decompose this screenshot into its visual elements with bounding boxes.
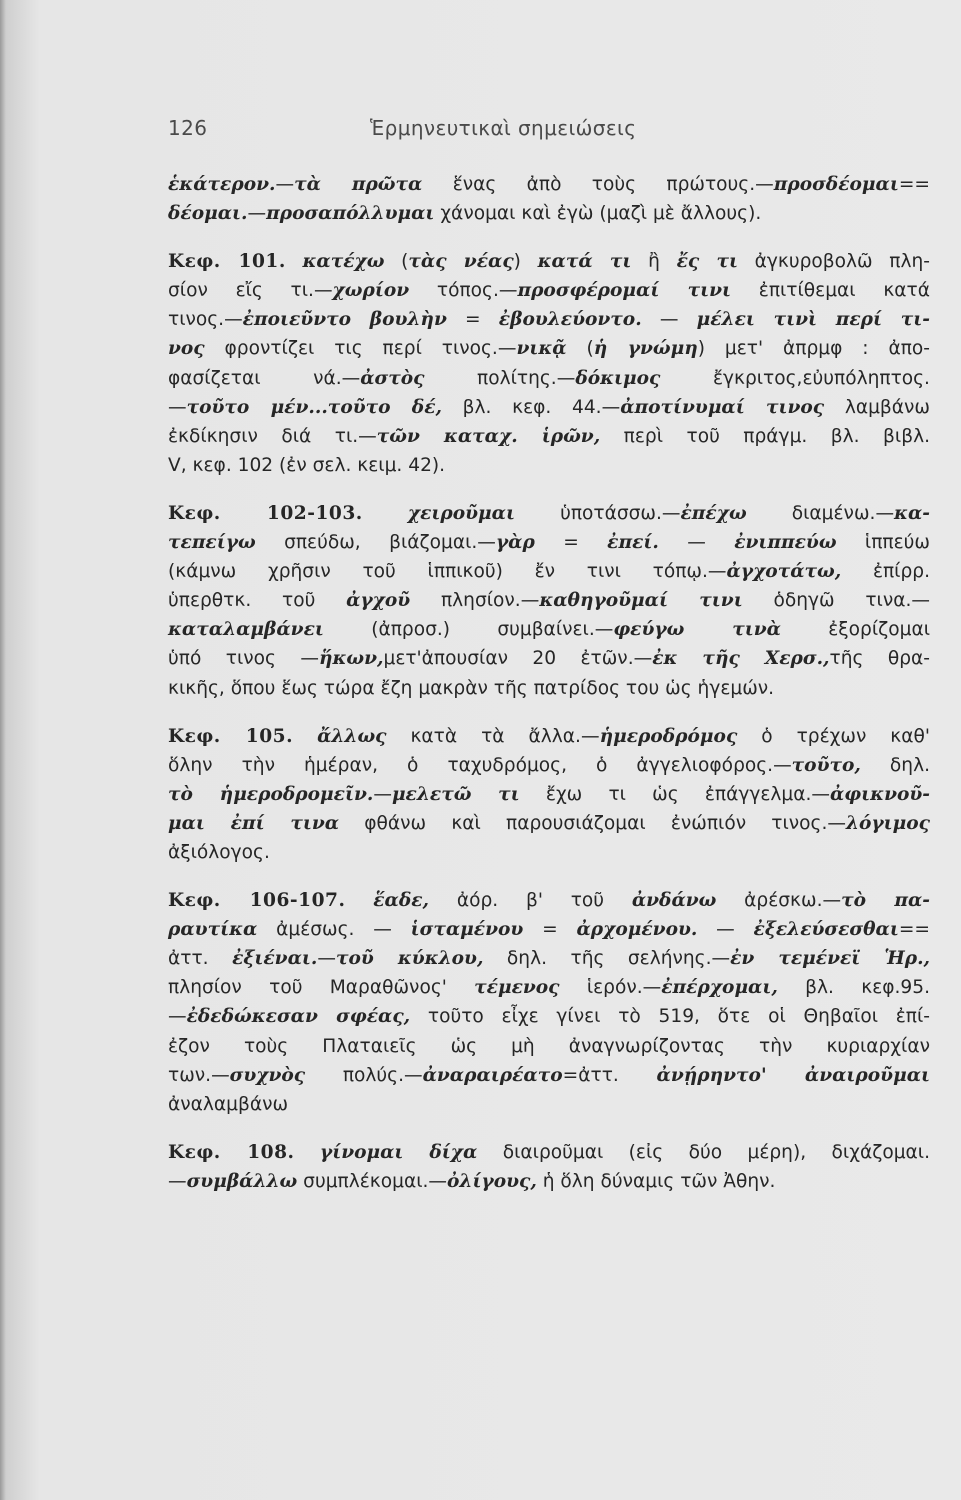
gloss-text: πολίτης. [424, 367, 557, 389]
greek-term: κα- [894, 502, 930, 524]
gloss-text: = [523, 919, 577, 941]
gloss-text: φθάνω καὶ παρουσιάζομαι ἐνώπιόν τινος. [339, 812, 828, 834]
greek-term: μαι ἐπί τινα [168, 812, 340, 834]
greek-term: ἀρχομένου. [576, 919, 698, 941]
greek-term: μελετῶ τι [391, 783, 520, 805]
gloss-text: ἱερόν. [559, 977, 643, 999]
gloss-text: — [520, 590, 540, 612]
gloss-text: ) μετ' ἀπρμφ : ἀπο- [697, 338, 930, 360]
greek-term: ἐκ τῆς Χερσ., [652, 648, 830, 670]
gloss-text: ἀμέσως. — [257, 919, 411, 941]
text-line [168, 451, 930, 480]
gloss-text: — [911, 590, 930, 612]
text-line [168, 722, 930, 751]
gloss-text: — [168, 1006, 187, 1028]
gloss-text: ἀγκυροβολῶ πλη- [737, 251, 930, 273]
gloss-text [345, 890, 373, 911]
gloss-text [295, 1142, 320, 1163]
gloss-text: τινος. [168, 309, 225, 331]
gloss-text: ) [513, 251, 538, 273]
text-line [168, 1167, 930, 1196]
text-line [168, 886, 930, 915]
gloss-text: — [707, 561, 727, 583]
gloss-text: λαμβάνω [824, 396, 930, 418]
commentary-paragraph [168, 722, 930, 867]
greek-term: τοῦτο μέν...τοῦτο δέ, [186, 396, 442, 418]
text-line [168, 944, 930, 973]
text-line [168, 499, 930, 528]
gloss-text: ἐξορίζομαι [780, 619, 930, 641]
gloss-text: φροντίζει τις περί τινος. [204, 338, 498, 360]
greek-term: ἄλλως [317, 725, 387, 747]
gloss-text: κικῆς, ὅπου ἕως τώρα ἔζη μακρὰν τῆς πατρίδος του ὡς ἡγεμών. [168, 677, 775, 699]
text-line [168, 1138, 930, 1167]
greek-term: καταλαμβάνει [168, 619, 324, 641]
gloss-text: βλ. κεφ. 44. [441, 396, 602, 418]
greek-term: δόκιμος [575, 367, 661, 389]
gloss-text: ὑποτάσσω. [514, 502, 662, 524]
chapter-reference: Κεφ. 102-103. [168, 502, 363, 524]
gloss-text: — [477, 532, 496, 554]
greek-term: ἀγχοτάτω, [726, 561, 842, 583]
commentary-paragraph [168, 886, 930, 1119]
gloss-text: τῆς θρα- [829, 648, 930, 670]
gloss-text: ἱππεύω [836, 532, 930, 554]
greek-term: ἕαδε, [373, 890, 430, 912]
gloss-text: πλησίον τοῦ Μαραθῶνος' [168, 977, 475, 999]
gloss-text: — [358, 425, 377, 447]
gloss-text: ἐζον τοὺς Πλαταιεῖς ὡς μὴ ἀναγνωρίζοντας τὴν κυριαρχίαν [168, 1035, 930, 1057]
gloss-text: ἐπιτίθεμαι κατά [731, 280, 930, 302]
gloss-text: == [898, 174, 930, 195]
commentary-paragraph [168, 1138, 930, 1196]
greek-term: καθηγοῦμαί τινι [539, 590, 743, 612]
greek-term: ἀγχοῦ [346, 590, 411, 612]
greek-term: νος [168, 338, 205, 360]
gloss-text: — [633, 648, 653, 670]
gloss-text: — [875, 502, 895, 524]
gloss-text: πολύς. [305, 1064, 404, 1086]
text-line [168, 305, 930, 334]
text-line [168, 422, 930, 451]
greek-term: ἀνδάνω [631, 890, 717, 912]
gloss-text: διαιροῦμαι (εἰς δύο μέρη), διχάζομαι. [477, 1141, 930, 1163]
greek-term: τεπείγω [168, 532, 256, 554]
greek-term: ὀλίγους, [447, 1170, 537, 1192]
running-title: Ἑρμηνευτικαὶ σημειώσεις [370, 116, 637, 140]
text-line [168, 528, 930, 557]
gloss-text: — [811, 783, 830, 805]
gloss-text: — [641, 309, 697, 331]
gloss-text: ὁ τρέχων καθ' [737, 725, 931, 747]
text-line [168, 838, 930, 867]
text-line [168, 674, 930, 703]
greek-term: τῶν καταχ. ἱρῶν, [376, 425, 601, 447]
text-line [168, 586, 930, 615]
gloss-text [286, 251, 303, 272]
greek-term: φεύγω τινὰ [613, 619, 781, 641]
greek-term: ἐν τεμένεϊ Ἡρ., [730, 948, 931, 970]
greek-term: προσφέρομαί τινι [517, 280, 732, 302]
gloss-text: ὅλην τὴν ἡμέραν, ὁ ταχυδρόμος, ὁ ἀγγελιοφόρος. [168, 754, 774, 776]
greek-term: συμβάλλω [186, 1170, 298, 1192]
gloss-text: των. [168, 1064, 212, 1086]
gloss-text: — [755, 174, 774, 195]
gloss-text: — [211, 1064, 230, 1086]
gloss-text: ἢ [631, 251, 677, 273]
greek-term: κατέχω [302, 251, 385, 273]
greek-term: λόγιμος [845, 812, 930, 834]
greek-term: χωρίον [332, 280, 410, 302]
gloss-text: ἀόρ. β' τοῦ [429, 890, 632, 912]
greek-term: τὸ πα- [841, 890, 930, 912]
gloss-text: — [661, 502, 681, 524]
gloss-text: — [601, 396, 621, 418]
greek-term: τοῦτο, [791, 754, 861, 776]
gloss-text: χάνομαι καὶ ἐγὼ (μαζὶ μὲ ἄλλους). [434, 203, 762, 225]
greek-term: ἔς τι [676, 251, 738, 273]
chapter-reference: Κεφ. 105. [168, 725, 294, 747]
greek-term: γίνομαι δίχα [319, 1141, 478, 1163]
greek-term: ἱσταμένου [410, 919, 524, 941]
gloss-text: ( [566, 338, 594, 360]
gloss-text: — [827, 812, 846, 834]
gloss-text: — [373, 783, 392, 805]
gloss-text: — [658, 532, 735, 554]
gloss-text: βλ. κεφ.95. [777, 977, 930, 999]
gloss-text: — [247, 203, 267, 225]
text-line [168, 644, 930, 673]
greek-term: ἀναραιρέατο [422, 1064, 563, 1086]
greek-term: ἀφικνοῦ- [830, 783, 930, 805]
greek-term: ἥκων, [318, 648, 384, 670]
commentary-paragraph [168, 170, 930, 228]
gloss-text: — [403, 1064, 423, 1086]
gloss-text: — [428, 1170, 447, 1192]
text-line [168, 780, 930, 809]
gloss-text: ( [384, 251, 409, 273]
gloss-text: ὑπό τινος — [168, 648, 319, 670]
gloss-text: ὑπερθτκ. τοῦ [168, 590, 347, 612]
greek-term: τέμενος [474, 977, 560, 999]
text-line [168, 915, 930, 944]
greek-term: προσδέομαι [773, 174, 899, 195]
greek-term: προσαπόλλυμαι [266, 203, 435, 225]
gloss-text: δηλ. [860, 754, 930, 776]
gloss-text: ἕνας ἀπὸ τοὺς πρώτους. [422, 174, 756, 195]
gloss-text: — [498, 280, 518, 302]
greek-term: ἐβουλεύοντο. [498, 309, 642, 331]
greek-term: τοῦ κύκλου, [335, 948, 484, 970]
greek-term: τὸ ἡμεροδρομεῖν. [168, 783, 374, 805]
gloss-text: ἔχω τι ὡς ἐπάγγελμα. [519, 783, 812, 805]
gloss-text: — [168, 396, 187, 418]
text-line [168, 276, 930, 305]
gloss-text: — [168, 1170, 187, 1192]
text-line [168, 615, 930, 644]
gloss-text: — [594, 619, 614, 641]
greek-term: ἐπεί. [607, 532, 659, 554]
gloss-text: — [697, 919, 754, 941]
gloss-text: συμπλέκομαι. [297, 1170, 429, 1192]
gloss-text: (κάμνω χρῆσιν τοῦ ἱππικοῦ) ἔν τινι τόπῳ. [168, 561, 708, 583]
greek-term: μέλει τινὶ περί τι- [696, 309, 931, 331]
gloss-text: V, κεφ. 102 (ἐν σελ. κειμ. 42). [168, 454, 446, 476]
text-line [168, 1032, 930, 1061]
gloss-text: διαμένω. [746, 502, 876, 524]
text-line [168, 751, 930, 780]
gloss-text: = [534, 532, 608, 554]
text-line [168, 557, 930, 586]
gloss-text: — [224, 309, 243, 331]
gloss-text: τοῦτο εἶχε γίνει τὸ 519, ὅτε οἱ Θηβαῖοι ἐπί- [410, 1006, 930, 1028]
gloss-text: ἀξιόλογος. [168, 841, 270, 863]
text-line [168, 1090, 930, 1119]
gloss-text: μετ'ἀπουσίαν 20 ἐτῶν. [383, 648, 634, 670]
greek-term: τὰ πρῶτα [294, 174, 423, 195]
gloss-text: δηλ. τῆς σελήνης. [483, 948, 712, 970]
greek-term: συχνὸς [229, 1064, 306, 1086]
greek-term: δέομαι. [168, 203, 248, 225]
gloss-text: ἐκδίκησιν διά τι. [168, 425, 359, 447]
greek-term: ἐπέρχομαι, [661, 977, 778, 999]
gloss-text: — [317, 948, 336, 970]
gloss-text: — [711, 948, 731, 970]
gloss-text: πλησίον. [410, 590, 521, 612]
gloss-text: — [497, 338, 517, 360]
chapter-reference: Κεφ. 108. [168, 1141, 295, 1163]
page-number: 126 [168, 116, 208, 140]
text-line [168, 364, 930, 393]
greek-term: ἡ γνώμη [593, 338, 698, 360]
greek-term: γὰρ [495, 532, 535, 554]
text-line [168, 334, 930, 363]
text-line [168, 199, 930, 228]
gloss-text: — [580, 725, 600, 747]
commentary-paragraph [168, 247, 930, 480]
gloss-text: (ἀπροσ.) συμβαίνει. [323, 619, 595, 641]
gloss-text [363, 503, 408, 524]
gloss-text: — [773, 754, 792, 776]
greek-term: ἐνιππεύω [734, 532, 837, 554]
gloss-text: ἐπίρρ. [841, 561, 930, 583]
greek-term: ἀποτίνυμαί τινος [620, 396, 825, 418]
gloss-text: σπεύδω, βιάζομαι. [255, 532, 478, 554]
gloss-text: — [642, 977, 662, 999]
gloss-text: τόπος. [409, 280, 499, 302]
greek-term: ἀστὸς [360, 367, 425, 389]
greek-term: ἀνῄρηντο' ἀναιροῦμαι [656, 1064, 930, 1086]
gloss-text: — [341, 367, 361, 389]
gloss-text: — [556, 367, 576, 389]
text-line [168, 973, 930, 1002]
gloss-text: ἀναλαμβάνω [168, 1093, 289, 1115]
greek-term: νικᾷ [516, 338, 567, 360]
text-line [168, 170, 930, 199]
body-text [168, 170, 930, 1215]
gloss-text: σίον εἴς τι. [168, 280, 314, 302]
gloss-text: ὁδηγῶ τινα. [742, 590, 912, 612]
text-line [168, 1002, 930, 1031]
gloss-text: ἀττ. [168, 948, 233, 970]
greek-term: ἑκάτερον. [168, 174, 276, 195]
gloss-text: =ἀττ. [562, 1064, 657, 1086]
gloss-text: περὶ τοῦ πράγμ. βλ. βιβλ. [600, 425, 930, 447]
greek-term: χειροῦμαι [407, 502, 515, 524]
gloss-text: ἀρέσκω. [716, 890, 823, 912]
gloss-text: φασίζεται νά. [168, 367, 342, 389]
text-line [168, 1061, 930, 1090]
commentary-paragraph [168, 499, 930, 703]
greek-term: κατά τι [537, 251, 632, 273]
greek-term: ἐξελεύσεσθαι [753, 919, 899, 941]
greek-term: ἡμεροδρόμος [599, 725, 738, 747]
greek-term: ἐπέχω [680, 502, 747, 524]
greek-term: ραυτίκα [168, 919, 258, 941]
gloss-text: — [275, 174, 295, 195]
gloss-text: κατὰ τὰ ἄλλα. [386, 725, 581, 747]
gloss-text: ἡ ὅλη δύναμις τῶν Ἀθην. [536, 1170, 776, 1192]
chapter-reference: Κεφ. 101. [168, 251, 286, 273]
greek-term: τὰς νέας [408, 251, 514, 273]
chapter-reference: Κεφ. 106-107. [168, 890, 346, 912]
gloss-text [293, 726, 317, 747]
text-line [168, 247, 930, 276]
text-line [168, 393, 930, 422]
greek-term: ἐδεδώκεσαν σφέας, [186, 1006, 411, 1028]
gloss-text: ἔγκριτος,εὐυπόληπτος. [660, 367, 930, 389]
gloss-text: == [898, 919, 931, 941]
greek-term: ἐξιέναι. [232, 948, 318, 970]
gloss-text: — [313, 280, 333, 302]
gloss-text: — [822, 890, 842, 912]
greek-term: ἐποιεῦντο βουλὴν [242, 309, 447, 331]
gloss-text: = [446, 309, 499, 331]
text-line [168, 809, 930, 838]
